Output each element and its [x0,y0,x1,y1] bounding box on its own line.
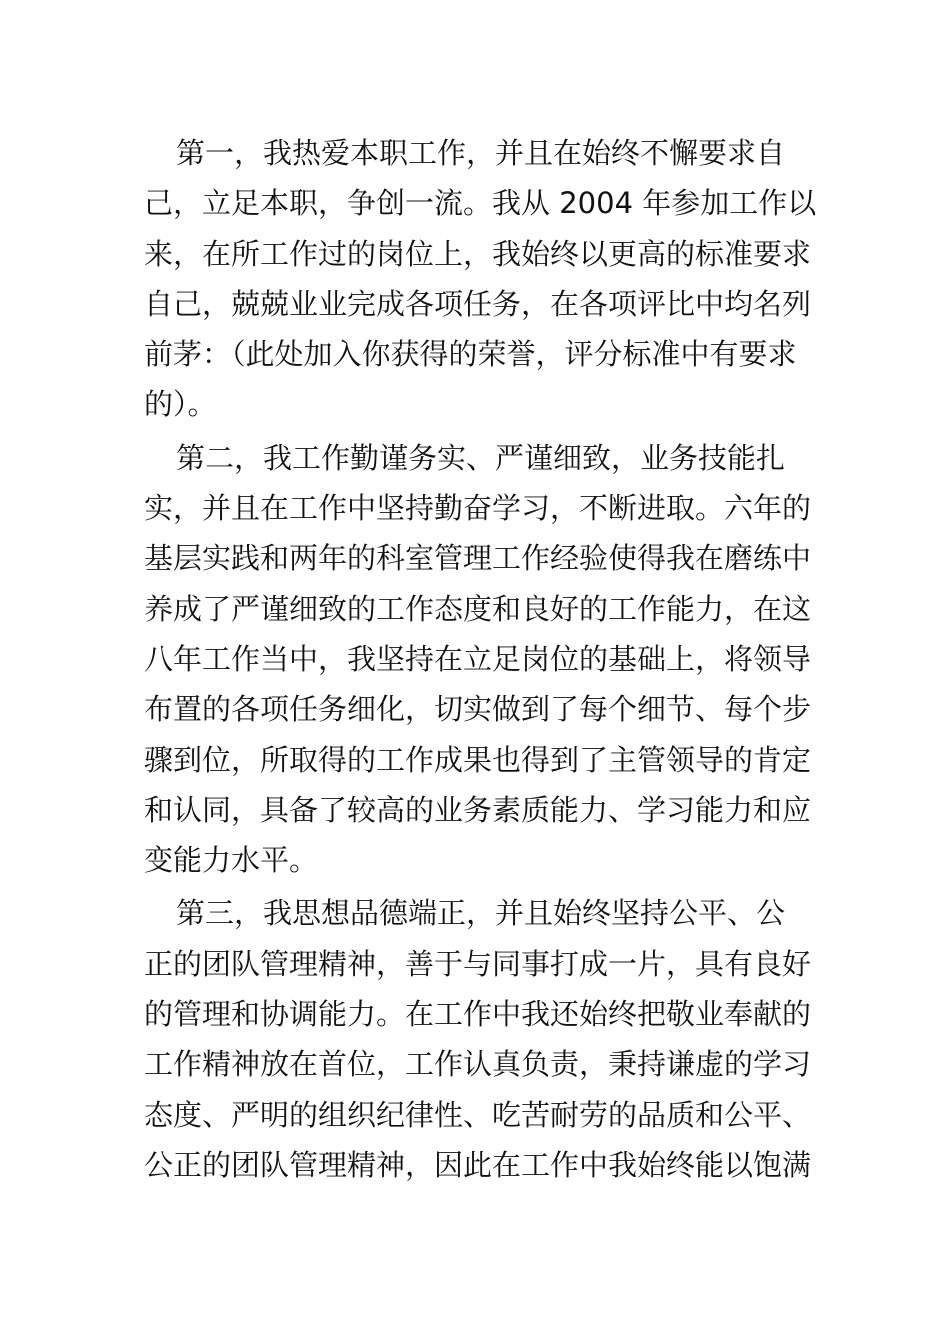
text-line: 布置的各项任务细化，切实做到了每个细节、每个步 [144,692,812,727]
text-line: 第三，我思想品德端正，并且始终坚持公平、公 [176,896,786,931]
text-line: 变能力水平。 [144,843,319,878]
text-line: 基层实践和两年的科室管理工作经验使得我在磨练中 [144,541,812,576]
text-line: 的管理和协调能力。在工作中我还始终把敬业奉献的 [144,997,812,1032]
text-line: 的）。 [144,387,217,422]
text-line: 第二，我工作勤谨务实、严谨细致，业务技能扎 [176,440,786,475]
paragraph-1 [144,128,817,430]
paragraph-2 [144,433,812,886]
text-line: 八年工作当中，我坚持在立足岗位的基础上，将领导 [144,641,812,676]
text-line: 公正的团队管理精神，因此在工作中我始终能以饱满 [144,1147,812,1182]
text-line: 养成了严谨细致的工作态度和良好的工作能力，在这 [144,591,812,626]
text-line: 正的团队管理精神，善于与同事打成一片，具有良好 [144,946,812,981]
text-line: 第一，我热爱本职工作，并且在始终不懈要求自 [176,136,786,170]
text-line: 和认同，具备了较高的业务素质能力、学习能力和应 [144,792,812,827]
text-line: 来，在所工作过的岗位上，我始终以更高的标准要求 [144,236,812,271]
text-line: 自己，兢兢业业完成各项任务，在各项评比中均名列 [144,286,812,321]
text-line: 前茅：（此处加入你获得的荣誉，评分标准中有要求 [144,337,797,372]
text-line: 骤到位，所取得的工作成果也得到了主管领导的肯定 [144,742,812,777]
paragraph-3 [144,888,812,1190]
document-body [144,128,817,1190]
text-line: 实，并且在工作中坚持勤奋学习，不断进取。六年的 [144,491,812,526]
text-line: 态度、严明的组织纪律性、吃苦耐劳的品质和公平、 [144,1097,812,1132]
text-line: 己，立足本职，争创一流。我从 2004 年参加工作以 [144,186,817,221]
text-line: 工作精神放在首位，工作认真负责，秉持谦虚的学习 [144,1047,812,1082]
